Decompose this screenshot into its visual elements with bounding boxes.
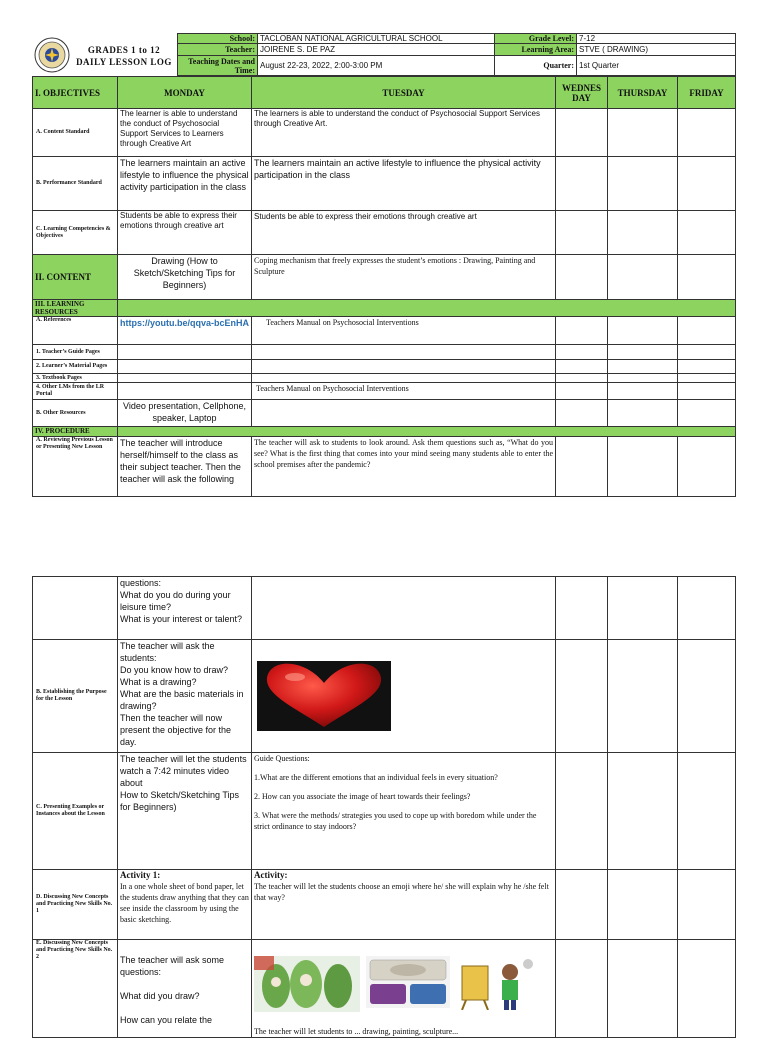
learning-area-value: STVE ( DRAWING) [577, 44, 736, 56]
art-images [254, 956, 553, 1012]
clay-art-image [366, 956, 450, 1008]
performance-standard-monday: The learners maintain an active lifestyle to influence the physical activity participation in the class [118, 157, 252, 211]
table-row [33, 317, 736, 345]
other-lms-tuesday: Teachers Manual on Psychosocial Interventions [252, 383, 556, 400]
learning-resources-label: III. LEARNING RESOURCES [33, 300, 118, 317]
teacher-label: Teacher: [178, 44, 258, 56]
activity-text: The teacher will let the students choose an emoji where he/ she will explain why he /she felt that way? [254, 882, 549, 902]
content-standard-monday: The learner is able to understand the conduct of Psychosocial Support Services to Learners through Creative Art [118, 109, 252, 157]
reviewing-monday: The teacher will introduce herself/himself to the class as their subject teacher. Then the teacher will ask the following [118, 437, 252, 497]
deped-seal [34, 37, 70, 73]
table-row [33, 255, 736, 300]
performance-standard-label: B. Performance Standard [33, 157, 118, 211]
reviewing-tuesday: The teacher will ask to students to look around. Ask them questions such as, “What do you see? What is the first thing that comes into your mind seeing many students able to enter the school premises after the pandemic? [252, 437, 556, 497]
performance-standard-tuesday: The learners maintain an active lifestyle to influence the physical activity participation in the class [252, 157, 556, 211]
table-row [33, 577, 736, 640]
table-row [33, 427, 736, 437]
table-row [33, 345, 736, 360]
establishing-label: B. Establishing the Purpose for the Lesson [33, 640, 118, 753]
reviewing-label: A. Reviewing Previous Lesson or Presenting New Lesson [33, 437, 118, 497]
references-label: A. References [33, 317, 118, 345]
table-row [33, 211, 736, 255]
other-resources-monday: Video presentation, Cellphone, speaker, Laptop [118, 400, 252, 427]
grade-level-label: Grade Level: [495, 34, 577, 44]
table-row [33, 300, 736, 317]
guide-questions-title: Guide Questions: [254, 754, 310, 763]
activity1-text: In a one whole sheet of bond paper, let the students draw anything that they can see inside the classroom by using the basic sketching. [120, 882, 249, 924]
table-row [33, 360, 736, 374]
header-table [177, 33, 736, 76]
tuesday-header: TUESDAY [252, 77, 556, 109]
guide-question-3: 3. What were the methods/ strategies you used to cope up with boredom while under the strict ordinance to stay indoors? [254, 811, 537, 831]
grade-level-value: 7-12 [577, 34, 736, 44]
wednesday-header: WEDNES DAY [556, 77, 608, 109]
discussing2-tuesday: The teacher will let students to ... drawing, painting, sculpture... [254, 1027, 459, 1036]
school-label: School: [178, 34, 258, 44]
procedure-label: IV. PROCEDURE [33, 427, 118, 437]
discussing2-label: E. Discussing New Concepts and Practicing New Skills No. 2 [33, 940, 118, 1038]
other-lms-label: 4. Other LMs from the LR Portal [33, 383, 118, 400]
table-row [33, 640, 736, 753]
activity-title: Activity: [254, 870, 288, 880]
references-link[interactable]: https://youtu.be/qqva-bcEnHA [118, 317, 252, 345]
lesson-table-page1 [32, 76, 736, 497]
teacher-value: JOIRENE S. DE PAZ [258, 44, 495, 56]
teaching-dates-value: August 22-23, 2022, 2:00-3:00 PM [258, 56, 495, 76]
monday-header: MONDAY [118, 77, 252, 109]
discussing2-monday: The teacher will ask some questions: What did you draw? How can you relate the [118, 940, 252, 1038]
references-tuesday: Teachers Manual on Psychosocial Interventions [252, 317, 556, 345]
quarter-label: Quarter: [495, 56, 577, 76]
table-row [33, 374, 736, 383]
other-resources-label: B. Other Resources [33, 400, 118, 427]
content-tuesday: Coping mechanism that freely expresses the student’s emotions : Drawing, Painting and Sculpture [252, 255, 556, 300]
table-row [33, 940, 736, 1038]
table-row [33, 870, 736, 940]
content-monday: Drawing (How to Sketch/Sketching Tips for Beginners) [118, 255, 252, 300]
content-label: II. CONTENT [33, 255, 118, 300]
competencies-monday: Students be able to express their emotions through creative art [118, 211, 252, 255]
heart-image [257, 661, 391, 731]
guide-question-1: 1.What are the different emotions that an individual feels in every situation? [254, 773, 498, 782]
content-standard-label: A. Content Standard [33, 109, 118, 157]
table-row [33, 400, 736, 427]
form-title-line2: DAILY LESSON LOG [76, 57, 172, 67]
table-row [33, 753, 736, 870]
competencies-label: C. Learning Competencies & Objectives [33, 211, 118, 255]
activity1-title: Activity 1: [120, 870, 161, 880]
learning-area-label: Learning Area: [495, 44, 577, 56]
thursday-header: THURSDAY [608, 77, 678, 109]
guide-question-2: 2. How can you associate the image of heart towards their feelings? [254, 792, 471, 801]
form-title-line1: GRADES 1 to 12 [87, 45, 161, 55]
content-standard-tuesday: The learners is able to understand the conduct of Psychosocial Support Services through Creative Art. [252, 109, 556, 157]
objectives-header: I. OBJECTIVES [33, 77, 118, 109]
leaf-art-image [254, 956, 360, 1012]
teachers-guide-label: 1. Teacher’s Guide Pages [33, 345, 118, 360]
textbook-label: 3. Textbook Pages [33, 374, 118, 383]
painter-cartoon-image [456, 956, 536, 1010]
teaching-dates-label: Teaching Dates and Time: [178, 56, 258, 76]
table-row [33, 437, 736, 497]
table-row [33, 109, 736, 157]
table-row [33, 157, 736, 211]
learners-material-label: 2. Learner’s Material Pages [33, 360, 118, 374]
competencies-tuesday: Students be able to express their emotions through creative art [252, 211, 556, 255]
quarter-value: 1st Quarter [577, 56, 736, 76]
reviewing-monday-continued: questions: What do you do during your leisure time? What is your interest or talent? [118, 577, 252, 640]
establishing-monday: The teacher will ask the students: Do you know how to draw? What is a drawing? What are the basic materials in drawing? Then the teacher will now present the objective for the day. [118, 640, 252, 753]
school-value: TACLOBAN NATIONAL AGRICULTURAL SCHOOL [258, 34, 495, 44]
discussing1-label: D. Discussing New Concepts and Practicing New Skills No. 1 [33, 870, 118, 940]
form-title [70, 44, 178, 68]
table-row [33, 383, 736, 400]
presenting-monday: The teacher will let the students watch a 7:42 minutes video about How to Sketch/Sketching Tips for Beginners) [118, 753, 252, 870]
lesson-table-page2 [32, 576, 736, 1038]
friday-header: FRIDAY [678, 77, 736, 109]
presenting-label: C. Presenting Examples or Instances about the Lesson [33, 753, 118, 870]
